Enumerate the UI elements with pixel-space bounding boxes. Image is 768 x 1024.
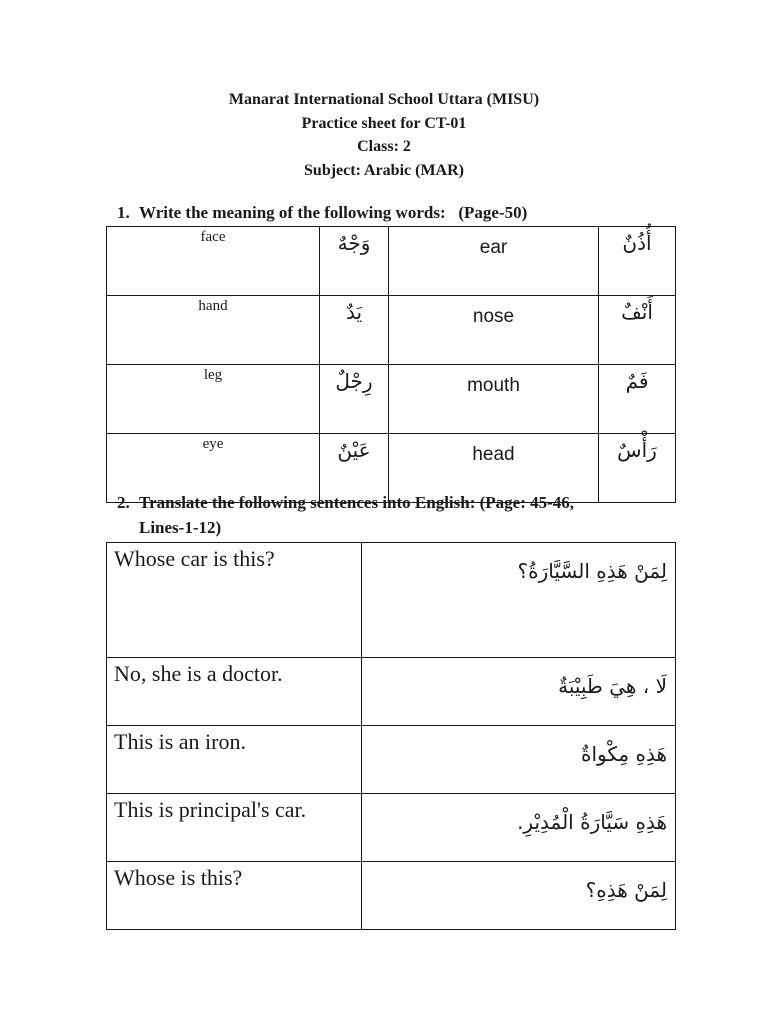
table-row <box>107 726 676 794</box>
arabic-word-cell: أُذُنٌ <box>599 227 676 296</box>
english-sentence-cell: Whose is this? <box>107 862 362 930</box>
meaning-cell: mouth <box>389 365 599 434</box>
english-sentence-cell: Whose car is this? <box>107 543 362 658</box>
english-sentence-cell: No, she is a doctor. <box>107 658 362 726</box>
vocabulary-table <box>106 226 676 503</box>
table-row <box>107 365 676 434</box>
sentences-table <box>106 542 676 930</box>
table-row <box>107 658 676 726</box>
question-2-text: Translate the following sentences into English: (Page: 45-46, <box>139 493 575 512</box>
question-1-text: Write the meaning of the following words: (Page-50) <box>139 203 528 222</box>
arabic-sentence-cell: لِمَنْ هَذِهِ؟ <box>362 862 676 930</box>
arabic-sentence-cell: هَذِهِ سَيَّارَةُ الْمُدِيْرِ. <box>362 794 676 862</box>
meaning-cell: face <box>107 227 320 296</box>
school-name: Manarat International School Uttara (MISU) <box>228 91 540 108</box>
worksheet-header <box>0 88 768 182</box>
meaning-cell: nose <box>389 296 599 365</box>
english-sentence-cell: This is an iron. <box>107 726 362 794</box>
subject-label: Subject: Arabic (MAR) <box>304 161 464 179</box>
english-sentence-cell: This is principal's car. <box>107 794 362 862</box>
table-row <box>107 543 676 658</box>
question-2-heading <box>117 490 574 540</box>
table-row <box>107 227 676 296</box>
arabic-sentence-cell: لَا ، هِيَ طَبِيْبَةٌ <box>362 658 676 726</box>
meaning-cell: leg <box>107 365 320 434</box>
meaning-cell: hand <box>107 296 320 365</box>
meaning-cell: ear <box>389 227 599 296</box>
question-1-number: 1. <box>117 203 130 222</box>
question-1-heading <box>117 200 527 225</box>
table-row <box>107 794 676 862</box>
table-row <box>107 296 676 365</box>
arabic-word-cell: عَيْنٌ <box>320 434 389 503</box>
arabic-word-cell: يَدٌ <box>320 296 389 365</box>
arabic-sentence-cell: هَذِهِ مِكْواةٌ <box>362 726 676 794</box>
arabic-word-cell: أَنْفٌ <box>599 296 676 365</box>
arabic-word-cell: وَجْهٌ <box>320 227 389 296</box>
arabic-word-cell: فَمٌ <box>599 365 676 434</box>
question-2-text-continued: Lines-1-12) <box>139 518 222 537</box>
sheet-title: Practice sheet for CT-01 <box>301 114 467 132</box>
question-2-number: 2. <box>117 493 130 512</box>
table-row <box>107 862 676 930</box>
meaning-cell: head <box>389 434 599 503</box>
meaning-cell: eye <box>107 434 320 503</box>
arabic-sentence-cell: لِمَنْ هَذِهِ السَّيَّارَةُ؟ <box>362 543 676 658</box>
arabic-word-cell: رَأْسٌ <box>599 434 676 503</box>
arabic-word-cell: رِجْلٌ <box>320 365 389 434</box>
class-label: Class: 2 <box>357 138 411 155</box>
